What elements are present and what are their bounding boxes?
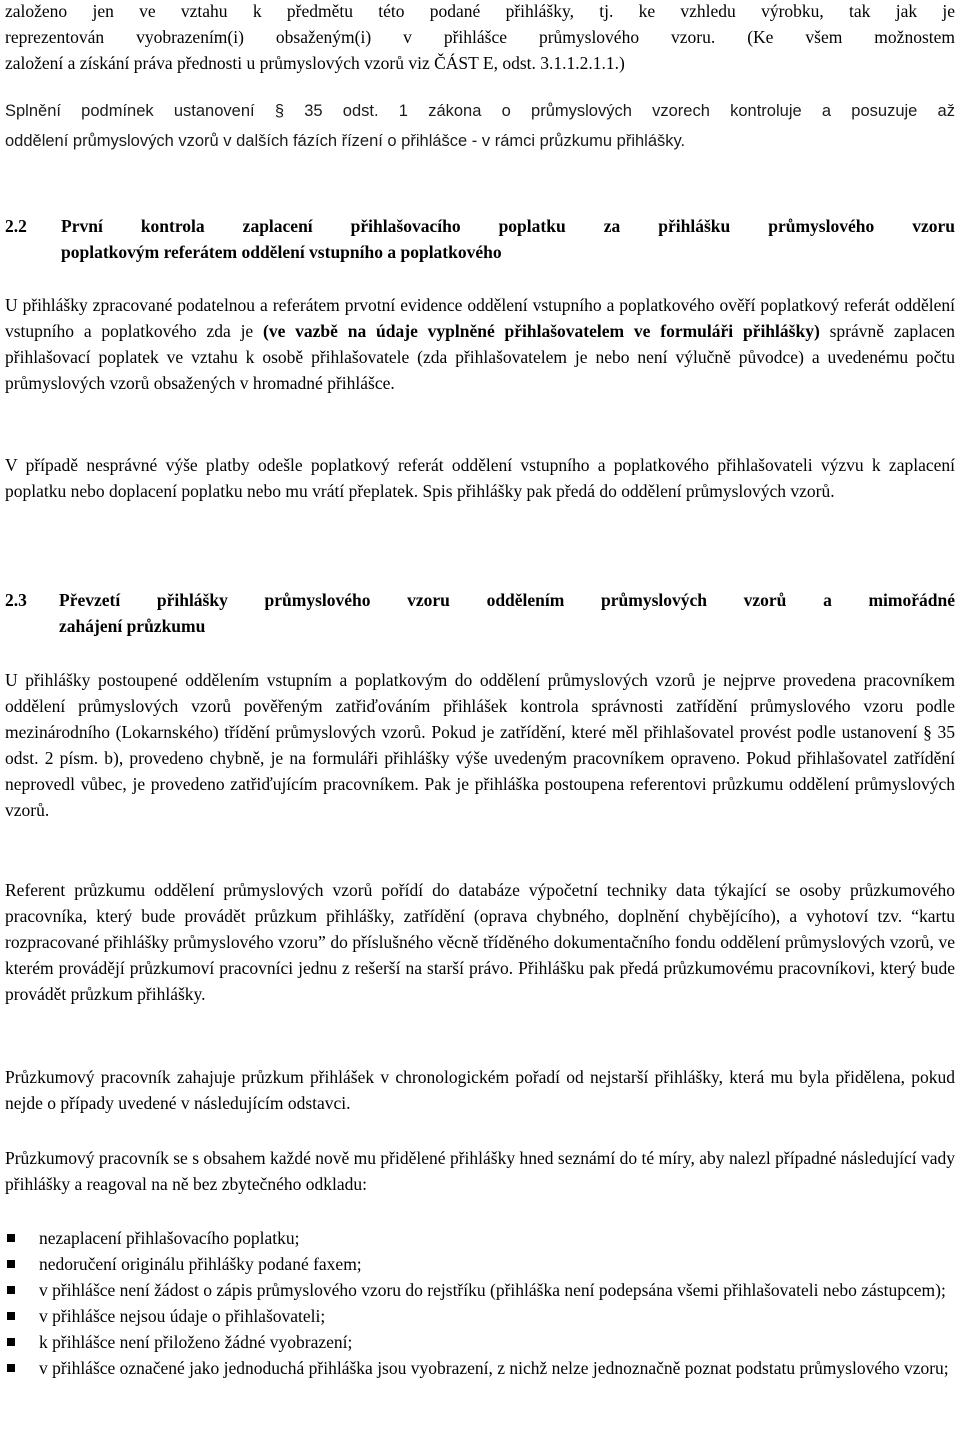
section-2-2-paragraph-2: V případě nesprávné výše platby odešle poplatkový referát oddělení vstupního a poplatkového přihlašovateli výzvu k zaplacení poplatku nebo doplacení poplatku nebo mu vrátí přeplatek. Spis přihlášky pak předá do oddělení průmyslových vzorů. (5, 455, 955, 501)
square-bullet-icon (5, 1225, 39, 1251)
list-item: nezaplacení přihlašovacího poplatku; (5, 1225, 955, 1251)
square-bullet-icon (5, 1277, 39, 1303)
section-title-line-1: Převzetí přihlášky průmyslového vzoru oddělením průmyslových vzorů a mimořádné (59, 590, 955, 610)
section-title (59, 587, 955, 639)
paragraph-bold-text: (ve vazbě na údaje vyplněné přihlašovatelem ve formuláři přihlášky) (263, 321, 820, 341)
section-2-3-paragraph-4: Průzkumový pracovník se s obsahem každé nově mu přidělené přihlášky hned seznámí do té míry, aby nalezl případné následující vady přihlášky a reagoval na ně bez zbytečného odkladu: (5, 1148, 955, 1194)
section-2-3-heading (5, 587, 955, 639)
conditions-paragraph (5, 96, 955, 156)
section-2-2-paragraph-1 (5, 292, 955, 396)
section-title (61, 213, 955, 265)
conditions-line-2: oddělení průmyslových vzorů v dalších fázích řízení o přihlášce - v rámci průzkumu přihlášky. (5, 132, 686, 150)
section-number: 2.3 (5, 590, 27, 610)
section-2-3-paragraph-3: Průzkumový pracovník zahajuje průzkum přihlášek v chronologickém pořadí od nejstarší přihlášky, která mu byla přidělena, pokud nejde o případy uvedené v následujícím odstavci. (5, 1067, 955, 1113)
list-item: k přihlášce není přiloženo žádné vyobrazení; (5, 1329, 955, 1355)
square-bullet-icon (5, 1355, 39, 1381)
list-item: nedoručení originálu přihlášky podané faxem; (5, 1251, 955, 1277)
paragraph-text: U přihlášky zpracované podatelnou a referátem prvotní evidence oddělení vstupního a poplatkového ověří poplatkový referát oddělení vstupního a poplatkového zda je (5, 295, 955, 341)
square-bullet-icon (5, 1329, 39, 1355)
square-bullet-icon (5, 1251, 39, 1277)
section-title-line-2: zahájení průzkumu (59, 616, 206, 636)
square-bullet-icon (5, 1303, 39, 1329)
defects-list (5, 1225, 955, 1381)
section-number: 2.2 (5, 216, 27, 236)
section-2-3-paragraph-2: Referent průzkumu oddělení průmyslových vzorů pořídí do databáze výpočetní techniky data týkající se osoby průzkumového pracovníka, který bude provádět průzkum přihlášky, zatřídění (oprava chybného, doplnění chybějícího), a vyhotoví tzv. “kartu rozpracované přihlášky průmyslového vzoru” do příslušného věcně tříděného dokumentačního fondu oddělení průmyslových vzorů, ve kterém provádějí průzkumoví pracovníci jednu z rešerší na starší právo. Přihlášku pak předá průzkumovému pracovníkovi, který bude provádět průzkum přihlášky. (5, 880, 955, 1004)
section-2-2-heading (5, 213, 955, 265)
conditions-line-1: Splnění podmínek ustanovení § 35 odst. 1 zákona o průmyslových vzorech kontroluje a posuzuje až (5, 102, 955, 120)
section-title-line-2: poplatkovým referátem oddělení vstupního a poplatkového (61, 242, 502, 262)
section-2-3-paragraph-1: U přihlášky postoupené oddělením vstupním a poplatkovým do oddělení průmyslových vzorů je nejprve provedena pracovníkem oddělení průmyslových vzorů pověřeným zatřiďováním přihlášek kontrola správnosti zatřídění průmyslového vzoru podle mezinárodního (Lokarnského) třídění průmyslových vzorů. Pokud je zatřídění, které měl přihlašovatel provést podle ustanovení § 35 odst. 2 písm. b), provedeno chybně, je na formuláři přihlášky výše uvedeným pracovníkem opraveno. Pokud přihlašovatel zatřídění neprovedl vůbec, je provedeno zatřiďujícím pracovníkem. Pak je přihláška postoupena referentovi průzkumu oddělení průmyslových vzorů. (5, 670, 955, 820)
list-item: v přihlášce označené jako jednoduchá přihláška jsou vyobrazení, z nichž nelze jednoznačně poznat podstatu průmyslového vzoru; (5, 1355, 955, 1381)
intro-line-2: reprezentován vyobrazením(i) obsaženým(i) v přihlášce průmyslového vzoru. (Ke všem možnostem (5, 27, 955, 47)
list-item: v přihlášce není žádost o zápis průmyslového vzoru do rejstříku (přihláška není podepsána všemi přihlašovateli nebo zástupcem); (5, 1277, 955, 1303)
intro-paragraph (5, 0, 955, 76)
paragraph-text: správně zaplacen přihlašovací poplatek ve vztahu k osobě přihlašovatele (zda přihlašovatelem je nebo není výlučně původce) a uvedenému počtu průmyslových vzorů obsažených v hromadné přihlášce. (5, 321, 956, 393)
list-item: v přihlášce nejsou údaje o přihlašovateli; (5, 1303, 955, 1329)
intro-line-3: založení a získání práva přednosti u průmyslových vzorů viz ČÁST E, odst. 3.1.1.2.1.1.) (5, 53, 625, 73)
intro-line-1: založeno jen ve vztahu k předmětu této podané přihlášky, tj. ke vzhledu výrobku, tak jak je (5, 1, 955, 21)
section-title-line-1: První kontrola zaplacení přihlašovacího poplatku za přihlášku průmyslového vzoru (61, 216, 955, 236)
